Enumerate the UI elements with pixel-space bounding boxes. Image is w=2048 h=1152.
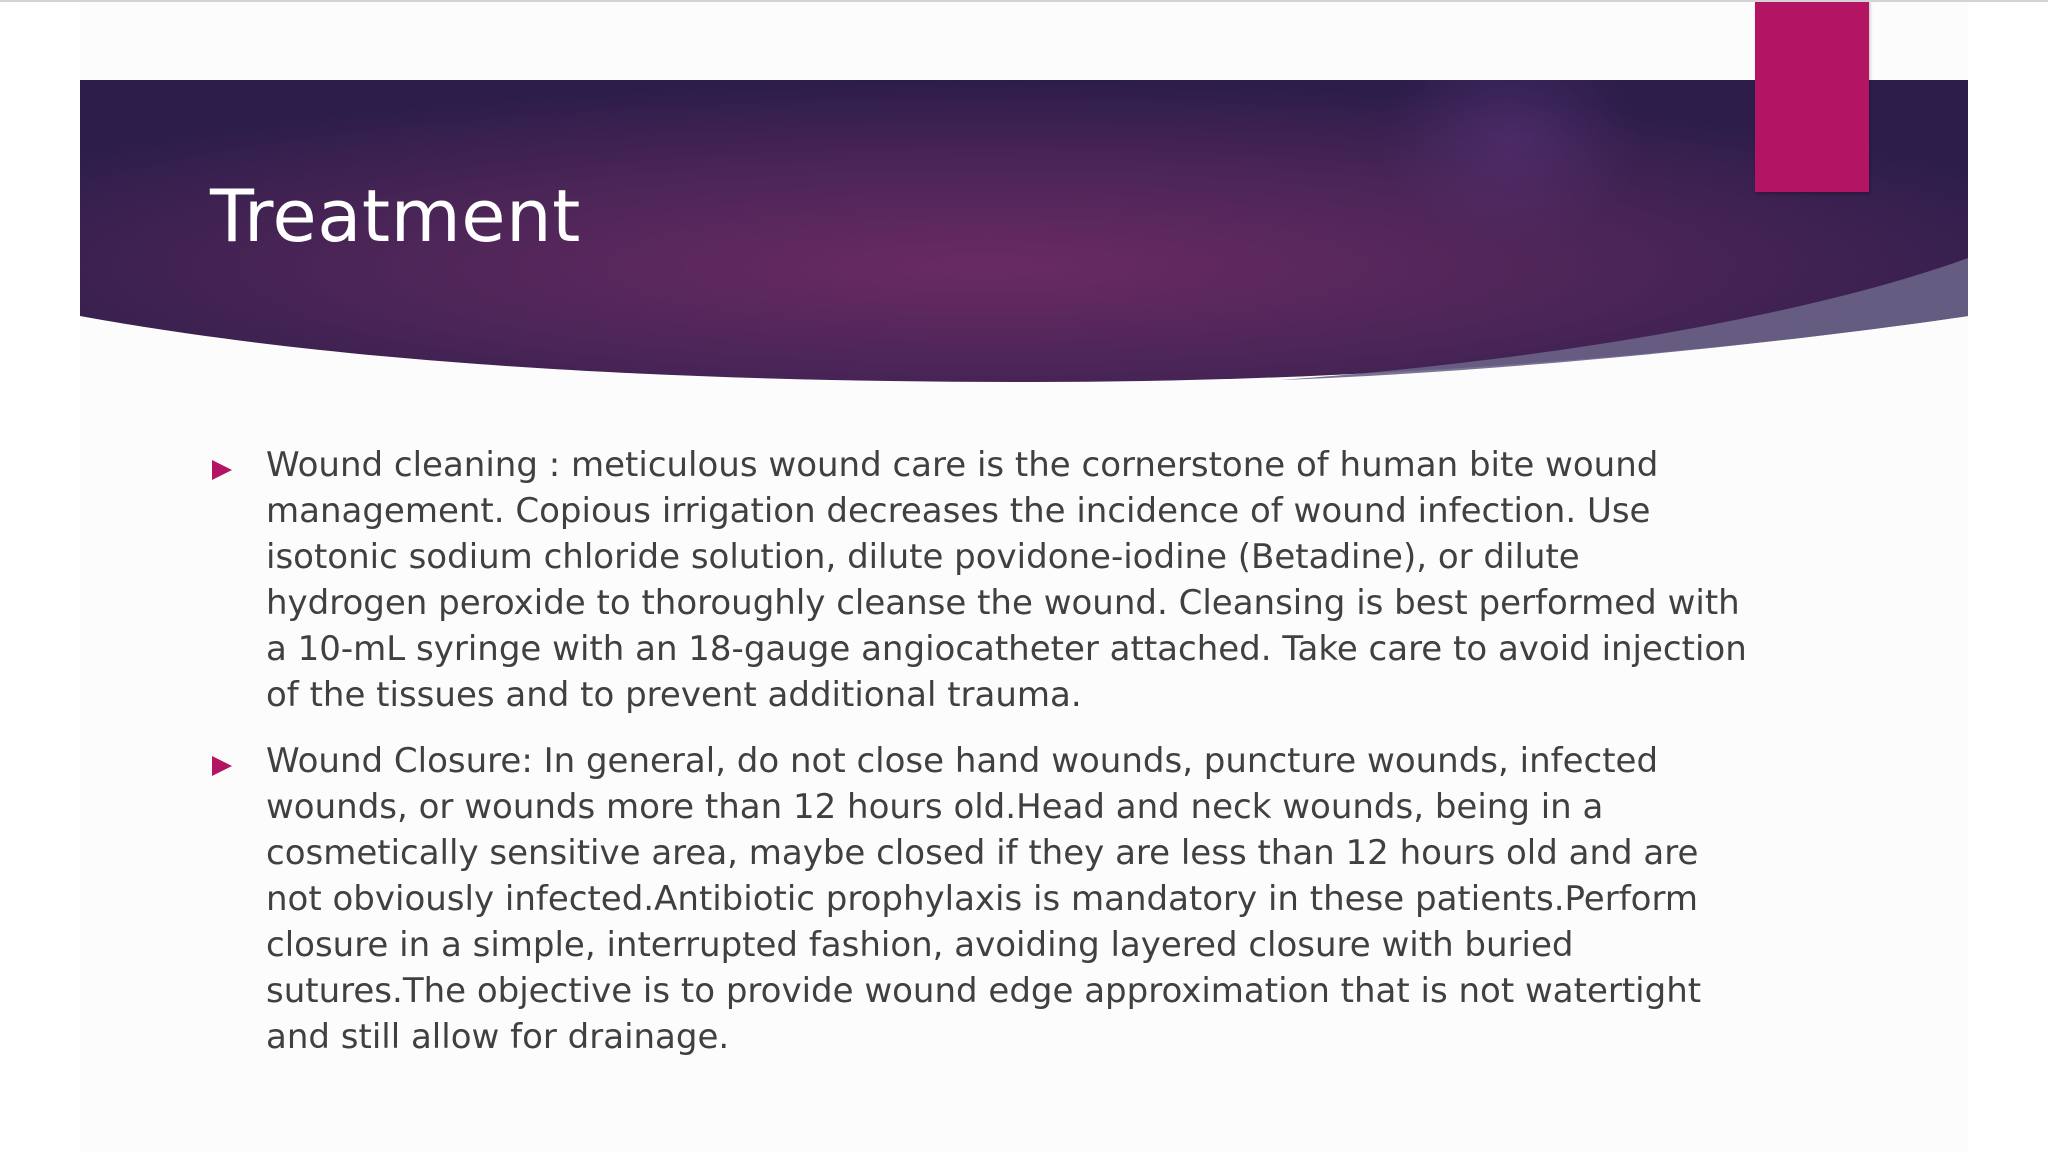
triangle-right-icon — [210, 458, 234, 482]
accent-tab — [1755, 2, 1869, 192]
bullet-text: Wound Closure: In general, do not close hand wounds, puncture wounds, infected wounds, or wounds more than 12 hours old.Head and neck wounds, being in a cosmetically sensitive area, maybe closed if they are less than 12 hours old and are not obviously infected.Antibiotic prophylaxis is mandatory in these patients.Perform closure in a simple, interrupted fashion, avoiding layered closure with buried sutures.The objective is to provide wound edge approximation that is not watertight and still allow for drainage. — [266, 741, 1702, 1057]
bullet-list — [210, 442, 1750, 1080]
bullet-item-wound-cleaning — [210, 442, 1750, 718]
slide — [80, 2, 1968, 1152]
bullet-item-wound-closure — [210, 738, 1750, 1060]
slide-title: Treatment — [210, 174, 581, 258]
triangle-right-icon — [210, 754, 234, 778]
bullet-text: Wound cleaning : meticulous wound care is the cornerstone of human bite wound management. Copious irrigation decreases the incidence of wound infection. Use isotonic sodium chloride solution, dilute povidone-iodine (Betadine), or dilute hydrogen peroxide to thoroughly cleanse the wound. Cleansing is best performed with a 10-mL syringe with an 18-gauge angiocatheter attached. Take care to avoid injection of the tissues and to prevent additional trauma. — [266, 445, 1747, 715]
